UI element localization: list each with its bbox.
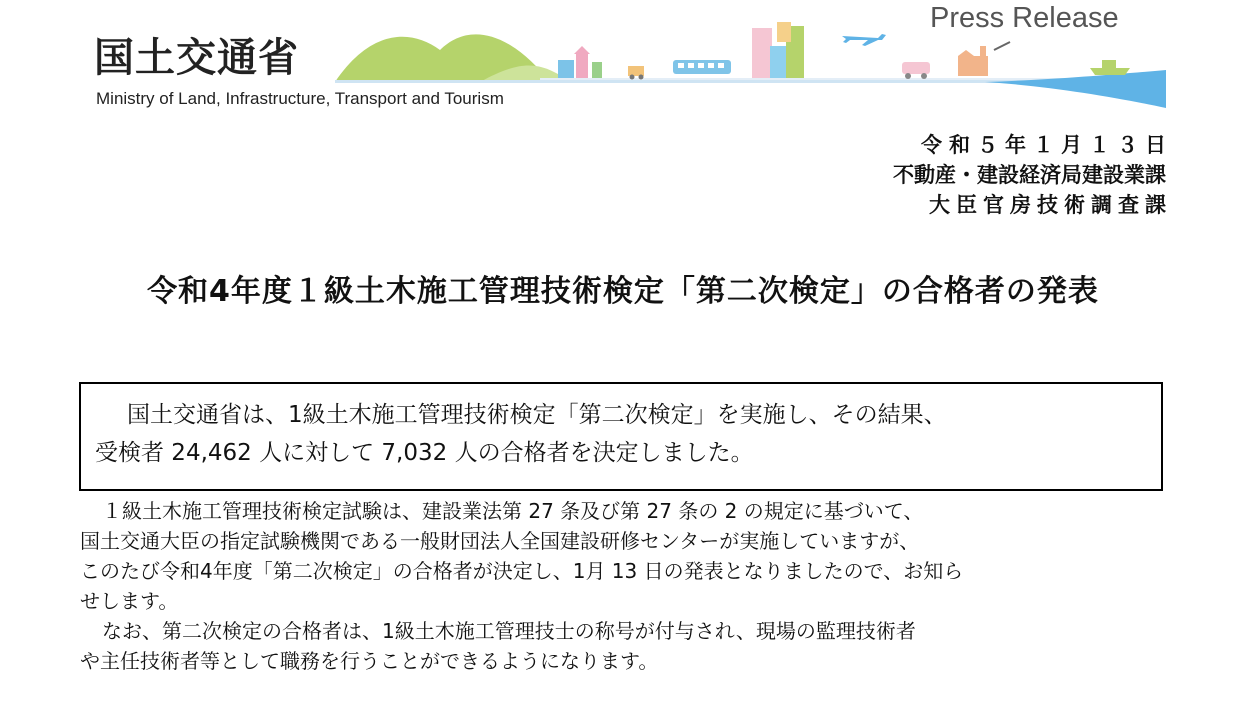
- summary-line-1: 国土交通省は、1級土木施工管理技術検定「第二次検定」を実施し、その結果、: [127, 402, 947, 428]
- body-line: や主任技術者等として職務を行うことができるようになります。: [80, 649, 659, 673]
- body-line: せします。: [80, 589, 179, 613]
- header: [0, 0, 1246, 125]
- ship-icon: [1090, 60, 1130, 75]
- release-date: 令和５年１月１３日: [921, 133, 1173, 157]
- sea-icon: [985, 70, 1166, 108]
- ministry-name-en: Ministry of Land, Infrastructure, Transport and Tourism: [96, 89, 504, 108]
- body-line: 国土交通大臣の指定試験機関である一般財団法人全国建設研修センターが実施していますが、: [80, 529, 920, 553]
- houses-icon: [558, 46, 602, 78]
- body-line: １級土木施工管理技術検定試験は、建設業法第 27 条及び第 27 条の 2 の規定に基づいて、: [102, 499, 924, 523]
- body-line: このたび令和4年度「第二次検定」の合格者が決定し、1月 13 日の発表となりましたので、お知ら: [80, 559, 964, 583]
- page-title: 令和4年度１級土木施工管理技術検定「第二次検定」の合格者の発表: [147, 274, 1099, 309]
- press-release-label: Press Release: [930, 2, 1119, 34]
- factory-icon: [958, 42, 1010, 76]
- airplane-icon: [842, 34, 886, 46]
- summary-box: [79, 382, 1163, 491]
- banner-illustration: [330, 20, 1170, 110]
- ministry-name: 国土交通省: [94, 35, 299, 81]
- body-text: [80, 496, 1170, 676]
- train-icon: [673, 60, 731, 74]
- summary-line-2: 受検者 24,462 人に対して 7,032 人の合格者を決定しました。: [95, 440, 754, 466]
- buildings-icon: [752, 22, 804, 78]
- body-line: なお、第二次検定の合格者は、1級土木施工管理技士の称号が付与され、現場の監理技術者: [102, 619, 916, 643]
- truck-icon: [628, 66, 644, 80]
- release-meta: [893, 130, 1173, 220]
- car-icon: [902, 62, 930, 79]
- issuing-section-2: 大臣官房技術調査課: [929, 193, 1172, 217]
- issuing-section-1: 不動産・建設経済局建設業課: [893, 163, 1166, 187]
